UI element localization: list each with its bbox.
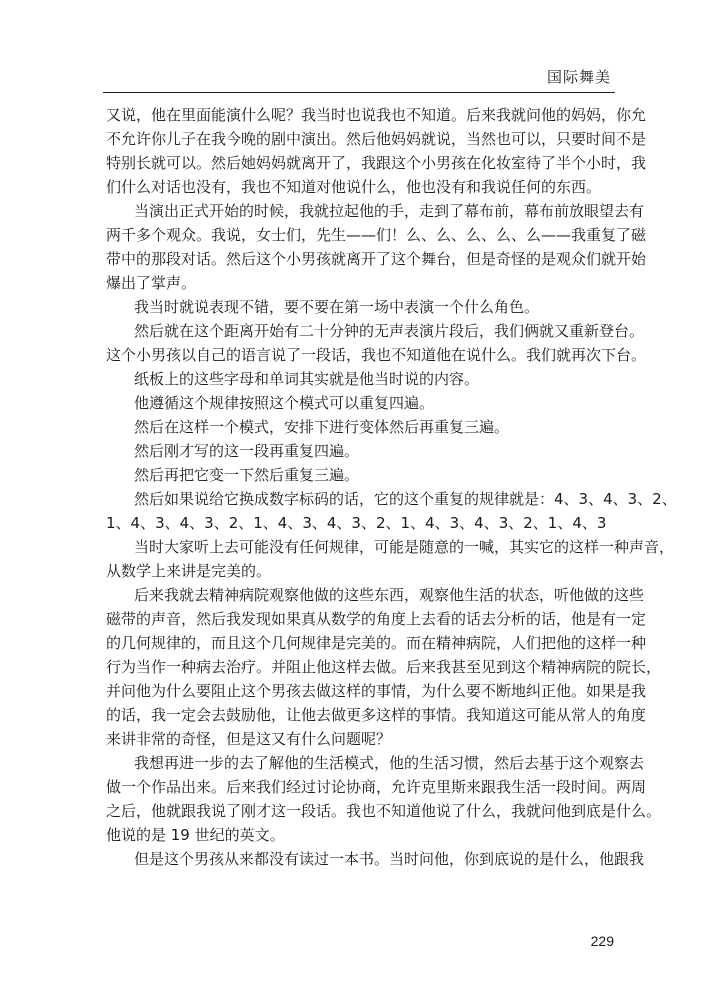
text-line: 爆出了掌声。: [106, 274, 197, 292]
text-line: 然后如果说给它换成数字标码的话，它的这个重复的规律就是：4、3、4、3、2、: [134, 490, 677, 508]
text-line: 后来我就去精神病院观察他做的这些东西，观察他生活的状态，听他做的这些: [134, 586, 645, 604]
paragraph: [106, 199, 647, 295]
text-line: 1、4、3、4、3、2、1、4、3、4、3、2、1、4、3、4、3、2、1、4、3: [106, 514, 607, 532]
text-line: 然后刚才写的这一段再重复四遍。: [134, 442, 360, 460]
text-line: 这个小男孩以自己的语言说了一段话，我也不知道他在说什么。我们就再次下台。: [106, 346, 647, 364]
text-line: 又说，他在里面能演什么呢？我当时也说我也不知道。后来我就问他的妈妈，你允: [106, 106, 647, 124]
header-rule: [103, 92, 615, 93]
text-line: 他遵循这个规律按照这个模式可以重复四遍。: [134, 394, 435, 412]
text-line: 特别长就可以。然后她妈妈就离开了，我跟这个小男孩在化妆室待了半个小时，我: [106, 154, 647, 172]
paragraph: [106, 535, 675, 583]
text-line: 并问他为什么要阻止这个男孩去做这样的事情，为什么要不断地纠正他。如果是我: [106, 682, 647, 700]
text-line: 之后，他就跟我说了刚才这一段话。我也不知道他说了什么，我就问他到底是什么。: [106, 802, 662, 820]
text-line: 磁带的声音，然后我发现如果真从数学的角度上去看的话去分析的话，他是有一定: [106, 610, 647, 628]
text-line: 的几何规律的，而且这个几何规律是完美的。而在精神病院，人们把他的这样一种: [106, 634, 647, 652]
text-line: 他说的是 19 世纪的英文。: [106, 826, 285, 844]
running-header: [103, 58, 615, 98]
paragraph: [106, 103, 647, 199]
paragraph: [106, 295, 620, 319]
paragraph: [106, 583, 662, 751]
text-line: 来讲非常的奇怪，但是这又有什么问题呢？: [106, 730, 392, 748]
text-line: 我想再进一步的去了解他的生活模式，他的生活习惯，然后去基于这个观察去: [134, 754, 645, 772]
text-line: 们什么对话也没有，我也不知道对他说什么，他也没有和我说任何的东西。: [106, 178, 602, 196]
page-number: 229: [590, 933, 614, 949]
text-line: 当时大家听上去可能没有任何规律，可能是随意的一喊，其实它的这样一种声音，: [134, 538, 675, 556]
text-line: 带中的那段对话。然后这个小男孩就离开了这个舞台，但是奇怪的是观众们就开始: [106, 250, 647, 268]
text-line: 行为当作一种病去治疗。并阻止他这样去做。后来我甚至见到这个精神病院的院长，: [106, 658, 662, 676]
text-line: 纸板上的这些字母和单词其实就是他当时说的内容。: [134, 370, 480, 388]
text-line: 做一个作品出来。后来我们经过讨论协商，允许克里斯来跟我生活一段时间。两周: [106, 778, 647, 796]
paragraph: [106, 439, 620, 463]
text-line: 不允许你儿子在我今晚的剧中演出。然后他妈妈就说，当然也可以，只要时间不是: [106, 130, 647, 148]
paragraph: [106, 751, 662, 847]
text-line: 但是这个男孩从来都没有读过一本书。当时问他，你到底说的是什么，他跟我: [134, 850, 645, 868]
text-line: 两千多个观众。我说，女士们，先生——们！么、么、么、么、么——我重复了磁: [106, 226, 647, 244]
paragraph: [106, 367, 620, 391]
text-line: 然后在这样一个模式，安排下进行变体然后再重复三遍。: [134, 418, 510, 436]
text-line: 然后再把它变一下然后重复三遍。: [134, 466, 360, 484]
paragraph: [106, 487, 677, 535]
text-line: 我当时就说表现不错，要不要在第一场中表演一个什么角色。: [134, 298, 540, 316]
paragraph: [106, 391, 620, 415]
header-title: 国际舞美: [546, 68, 611, 86]
paragraph: [106, 847, 645, 871]
text-line: 从数学上来讲是完美的。: [106, 562, 272, 580]
body-text: [106, 103, 677, 871]
paragraph: [106, 319, 647, 367]
text-line: 当演出正式开始的时候，我就拉起他的手，走到了幕布前，幕布前放眼望去有: [134, 202, 645, 220]
paragraph: [106, 415, 620, 439]
text-line: 然后就在这个距离开始有二十分钟的无声表演片段后，我们俩就又重新登台。: [134, 322, 645, 340]
text-line: 的话，我一定会去鼓励他，让他去做更多这样的事情。我知道这可能从常人的角度: [106, 706, 647, 724]
paragraph: [106, 463, 620, 487]
